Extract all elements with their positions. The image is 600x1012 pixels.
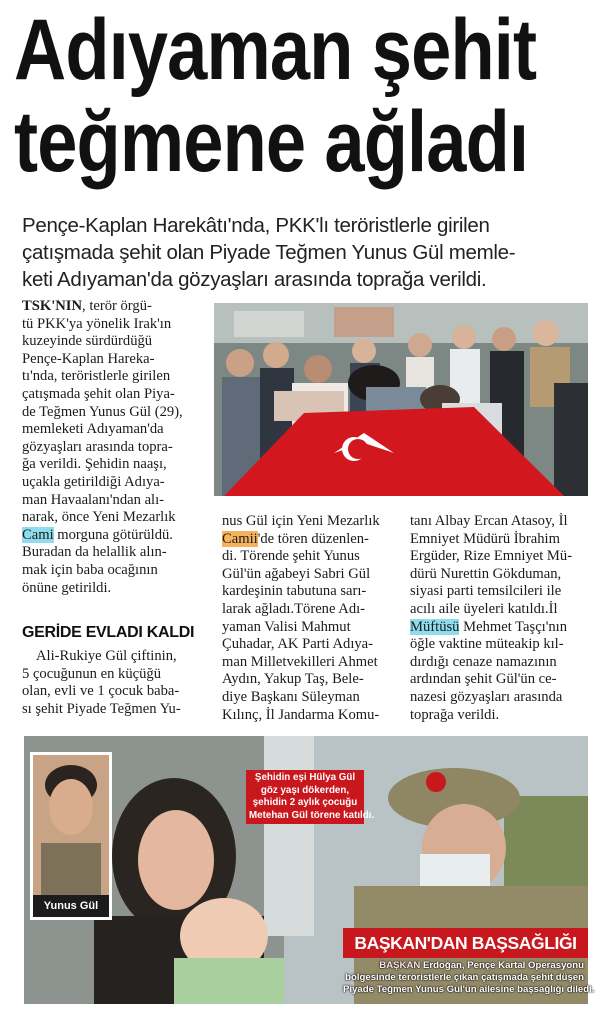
body-line: gözyaşları arasında topra- <box>22 438 173 455</box>
lead-word: TSK'NIN <box>22 298 83 314</box>
body-line: kardeşinin tabutuna sarı- <box>222 583 367 600</box>
body-line: dürü Nurettin Gökduman, <box>410 565 562 582</box>
body-line: önüne getirildi. <box>22 579 112 596</box>
callout-line: şehidin 2 aylık çocuğu <box>252 797 358 808</box>
condolence-text <box>343 960 595 996</box>
body-line: Müftüsü Mehmet Taşçı'nın <box>410 618 567 635</box>
deck <box>22 212 582 293</box>
body-line: memleketi Adıyaman'da <box>22 421 164 438</box>
body-column-1b <box>22 648 212 718</box>
body-line: sı şehit Piyade Teğmen Yu- <box>22 700 181 717</box>
body-line: acılı aile üyeleri katıldı.İl <box>410 600 558 617</box>
body-line: Aydın, Yakup Taş, Bele- <box>222 671 364 688</box>
body-line: TSK'NIN, terör örgü- <box>22 298 152 314</box>
headline-line-1: Adıyaman şehit <box>14 2 537 98</box>
portrait-inset <box>30 752 112 920</box>
body-line: Camii'de tören düzenlen- <box>222 530 369 547</box>
body-line: de Teğmen Yunus Gül (29), <box>22 403 183 420</box>
body-line: mak için baba ocağının <box>22 561 158 578</box>
highlighted-word: Müftüsü <box>410 618 460 635</box>
condolence-heading: BAŞKAN'DAN BAŞSAĞLIĞI <box>343 928 588 958</box>
body-line: narak, önce Yeni Mezarlık <box>22 509 176 526</box>
body-line: çatışmada şehit olan Piya- <box>22 385 175 402</box>
headline <box>14 2 537 190</box>
body-line: tü PKK'ya yönelik Irak'ın <box>22 315 172 332</box>
body-line: di. Törende şehit Yunus <box>222 548 360 565</box>
body-line: tı'nda, teröristlerle girilen <box>22 368 171 385</box>
body-line: tanı Albay Ercan Atasoy, İl <box>410 513 568 529</box>
highlighted-word: Camii <box>222 530 258 547</box>
funeral-photo <box>214 303 588 496</box>
body-line: kuzeyinde sürdürdüğü <box>22 333 153 350</box>
body-line: Gül'ün ağabeyi Sabri Gül <box>222 565 371 582</box>
condolence-line: bölgesinde teröristlerle çıkan çatışmada şehit düşen <box>345 972 584 983</box>
callout-line: göz yaşı dökerden, <box>260 784 350 796</box>
body-line: Ergüder, Rize Emniyet Mü- <box>410 548 573 565</box>
body-line: diye Başkanı Süleyman <box>222 688 360 705</box>
body-line: man Havaalanı'ndan alı- <box>22 491 165 508</box>
body-line: Emniyet Müdürü İbrahim <box>410 530 560 547</box>
body-line: Pençe-Kaplan Hareka- <box>22 350 155 367</box>
body-line: Çuhadar, AK Parti Adıya- <box>222 636 374 653</box>
body-line: toprağa verildi. <box>410 706 500 723</box>
callout-line: Şehidin eşi Hülya Gül <box>254 772 356 783</box>
body-line: siyasi parti temsilcileri ile <box>410 583 562 600</box>
body-line: öğle vaktine müteakip kıl- <box>410 636 564 653</box>
body-line: uçakla getirildiği Adıya- <box>22 473 165 490</box>
body-line: dırdığı cenaze namazının <box>410 653 557 670</box>
body-column-3 <box>410 513 590 724</box>
photo-callout <box>246 770 375 824</box>
body-line: Cami morguna götürüldü. <box>22 526 173 543</box>
subheading: GERİDE EVLADI KALDI <box>22 624 195 641</box>
condolence-lead: BAŞKAN <box>379 960 421 971</box>
condolence-line: BAŞKAN Erdoğan, Pençe Kartal Operasyonu <box>379 960 584 971</box>
body-line: ğa verildi. Şehidin naaşı, <box>22 456 167 473</box>
deck-line-3: keti Adıyaman'da gözyaşları arasında toprağa verildi. <box>22 268 487 291</box>
highlighted-word: Cami <box>22 526 54 543</box>
body-column-2 <box>222 513 402 724</box>
deck-line-2: çatışmada şehit olan Piyade Teğmen Yunus Gül memle- <box>22 241 516 264</box>
headline-line-2: teğmene ağladı <box>14 94 529 190</box>
body-line: Buradan da helallik alın- <box>22 544 167 561</box>
body-line: ardından şehit Gül'ün ce- <box>410 671 557 688</box>
callout-line: Metehan Gül törene katıldı. <box>249 809 375 821</box>
body-line: man Milletvekilleri Ahmet <box>222 653 378 670</box>
deck-line-1: Pençe-Kaplan Harekâtı'nda, PKK'lı teröristlerle girilen <box>22 214 490 237</box>
body-line: Ali-Rukiye Gül çiftinin, <box>36 648 177 664</box>
body-line: larak ağladı.Törene Adı- <box>222 600 366 617</box>
body-column-1 <box>22 298 208 597</box>
portrait-illustration <box>33 755 109 895</box>
portrait-caption: Yunus Gül <box>33 895 109 917</box>
body-line: yaman Valisi Mahmut <box>222 618 351 635</box>
funeral-scene-illustration <box>214 303 588 496</box>
condolence-line: Piyade Teğmen Yunus Gül'ün ailesine başsağlığı diledi. <box>343 984 595 995</box>
body-line: 5 çocuğunun en küçüğü <box>22 665 162 682</box>
body-line: olan, evli ve 1 çocuk baba- <box>22 683 180 700</box>
body-line: nus Gül için Yeni Mezarlık <box>222 513 380 529</box>
body-line: Kılınç, İl Jandarma Komu- <box>222 706 380 723</box>
body-line: nazesi gözyaşları arasında <box>410 688 563 705</box>
